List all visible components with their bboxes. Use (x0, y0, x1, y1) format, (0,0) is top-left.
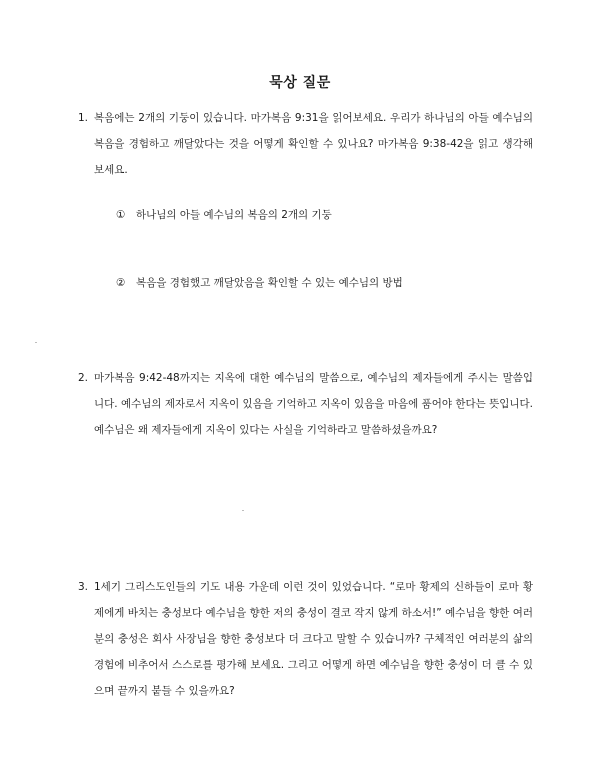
page-title: 묵상 질문 (269, 75, 331, 91)
question-number: 1. (78, 112, 89, 124)
sub-item-1 (116, 206, 332, 224)
question-text: 마가복음 9:42-48까지는 지옥에 대한 예수님의 말씀으로, 예수님의 제자들에게 주시는 말씀입니다. 예수님의 제자로서 지옥이 있음을 기억하고 지옥이 있음을 마음에 품어야 한다는 뜻입니다. 예수님은 왜 제자들에게 지옥이 있다는 사실을 기억하라고 말씀하셨을까요? (94, 372, 533, 436)
sub-item-marker: ② (116, 277, 126, 289)
question-number: 3. (78, 581, 89, 593)
sub-item-2 (116, 274, 403, 292)
question-1 (78, 105, 533, 183)
question-text: 복음에는 2개의 기둥이 있습니다. 마가복음 9:31을 읽어보세요. 우리가 하나님의 아들 예수님의 복음을 경험하고 깨달았다는 것을 어떻게 확인할 수 있나요? 마가복음 9:38-42을 읽고 생각해 보세요. (94, 112, 533, 176)
question-number: 2. (78, 372, 89, 384)
sub-item-marker: ① (116, 209, 126, 221)
sub-item-text: 복음을 경험했고 깨달았음을 확인할 수 있는 예수님의 방법 (136, 277, 403, 289)
sub-item-text: 하나님의 아들 예수님의 복음의 2개의 기둥 (136, 209, 332, 221)
question-text: 1세기 그리스도인들의 기도 내용 가운데 이런 것이 있었습니다. “로마 황제의 신하들이 로마 황제에게 바치는 충성보다 예수님을 향한 저의 충성이 결코 작지 않게 하소서!” 예수님을 향한 여러분의 충성은 회사 사장님을 향한 충성보다 더 크다고 말할 수 있습니까? 구체적인 여러분의 삶의 경험에 비추어서 스스로를 평가해 보세요. 그리고 어떻게 하면 예수님을 향한 충성이 더 클 수 있으며 끝까지 붙들 수 있을까요? (94, 581, 533, 697)
scan-speck (35, 342, 37, 343)
question-3 (78, 574, 533, 704)
scan-speck (242, 510, 244, 511)
question-2 (78, 365, 533, 443)
